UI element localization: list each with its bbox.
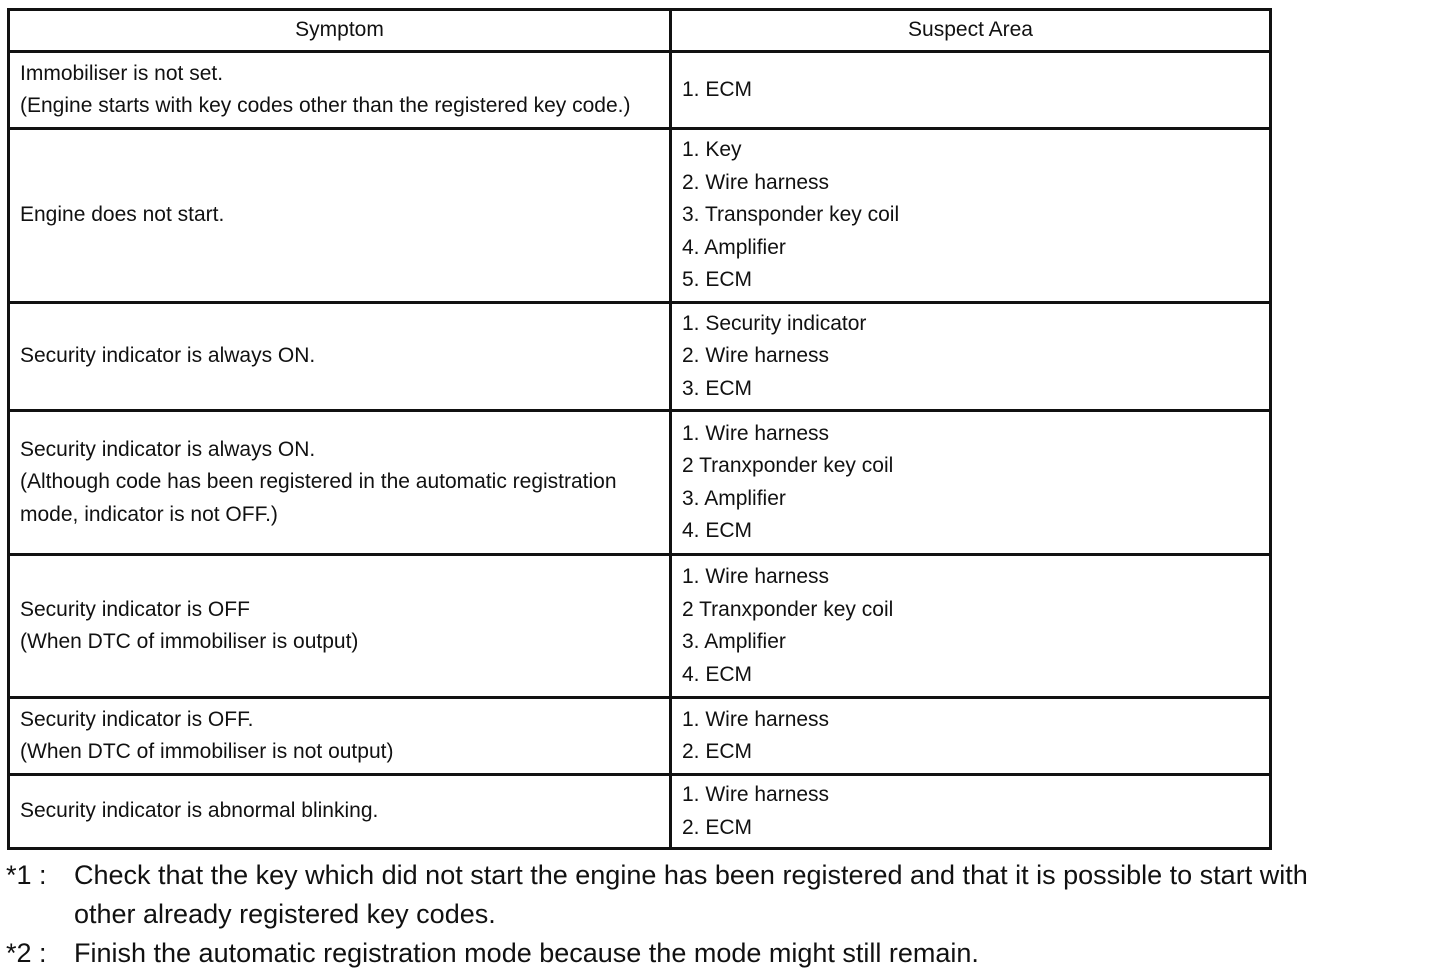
footnote-1	[6, 856, 1451, 934]
table-row	[9, 52, 1271, 129]
suspect-area-cell	[671, 303, 1271, 411]
suspect-area-item: 1. Wire harness	[682, 783, 830, 806]
suspect-area-item: 4. ECM	[682, 662, 753, 686]
symptom-line: Security indicator is OFF	[20, 597, 250, 621]
table-row	[9, 775, 1271, 849]
footnote-line: other already registered key codes.	[74, 899, 496, 929]
table-row	[9, 411, 1271, 555]
footnote-text	[74, 934, 1451, 973]
suspect-area-cell	[671, 411, 1271, 555]
symptom-line: Security indicator is OFF.	[20, 707, 254, 731]
suspect-area-item: 1. Wire harness	[682, 421, 830, 445]
symptom-line: (Engine starts with key codes other than the registered key code.)	[20, 94, 631, 117]
footnotes	[6, 856, 1451, 973]
suspect-area-item: 5. ECM	[682, 268, 753, 292]
suspect-area-item: 3. Amplifier	[682, 630, 786, 653]
footnote-2	[6, 934, 1451, 973]
table-row	[9, 698, 1271, 775]
symptom-line: Security indicator is always ON.	[20, 344, 316, 368]
suspect-area-cell	[671, 52, 1271, 129]
suspect-area-item: 2. ECM	[682, 740, 753, 763]
suspect-area-cell	[671, 129, 1271, 303]
footnote-marker: *2 :	[6, 938, 47, 968]
table-header-row	[9, 10, 1271, 52]
symptom-cell	[9, 129, 671, 303]
suspect-area-item: 1. ECM	[682, 77, 753, 101]
symptom-line: (When DTC of immobiliser is not output)	[20, 740, 394, 763]
footnote-line: Finish the automatic registration mode because the mode might still remain.	[74, 938, 979, 968]
symptom-line: Security indicator is abnormal blinking.	[20, 799, 379, 823]
suspect-area-item: 2 Tranxponder key coil	[682, 454, 894, 477]
suspect-area-item: 1. Key	[682, 138, 742, 162]
suspect-area-item: 4. Amplifier	[682, 235, 786, 259]
table-row	[9, 555, 1271, 698]
suspect-area-cell	[671, 698, 1271, 775]
footnote-line: Check that the key which did not start the engine has been registered and that it is possible to start with	[74, 860, 1308, 890]
symptom-column-header: Symptom	[9, 10, 671, 52]
suspect-area-item: 3. Transponder key coil	[682, 203, 900, 227]
symptom-cell	[9, 52, 671, 129]
suspect-area-item: 2 Tranxponder key coil	[682, 597, 894, 621]
symptom-line: Immobiliser is not set.	[20, 61, 224, 85]
symptom-line: Engine does not start.	[20, 203, 225, 227]
suspect-area-column-header: Suspect Area	[671, 10, 1271, 52]
suspect-area-item: 2. Wire harness	[682, 344, 830, 368]
symptom-cell	[9, 698, 671, 775]
suspect-area-item: 2. Wire harness	[682, 170, 830, 194]
suspect-area-cell	[671, 555, 1271, 698]
symptom-line: mode, indicator is not OFF.)	[20, 502, 278, 526]
symptom-line: Security indicator is always ON.	[20, 437, 316, 461]
footnote-text	[74, 856, 1451, 934]
symptom-line: (Although code has been registered in the automatic registration	[20, 470, 617, 494]
suspect-area-item: 4. ECM	[682, 519, 753, 542]
suspect-area-item: 1. Wire harness	[682, 707, 830, 731]
symptom-cell	[9, 775, 671, 849]
symptom-line: (When DTC of immobiliser is output)	[20, 630, 359, 653]
table-row	[9, 303, 1271, 411]
suspect-area-item: 2. ECM	[682, 815, 753, 839]
suspect-area-item: 1. Wire harness	[682, 565, 830, 588]
suspect-area-cell	[671, 775, 1271, 849]
table-row	[9, 129, 1271, 303]
footnote-marker: *1 :	[6, 860, 47, 890]
symptom-table	[7, 8, 1272, 850]
symptom-cell	[9, 303, 671, 411]
suspect-area-item: 3. ECM	[682, 376, 753, 400]
suspect-area-item: 3. Amplifier	[682, 486, 786, 510]
suspect-area-item: 1. Security indicator	[682, 311, 867, 335]
symptom-cell	[9, 411, 671, 555]
symptom-cell	[9, 555, 671, 698]
